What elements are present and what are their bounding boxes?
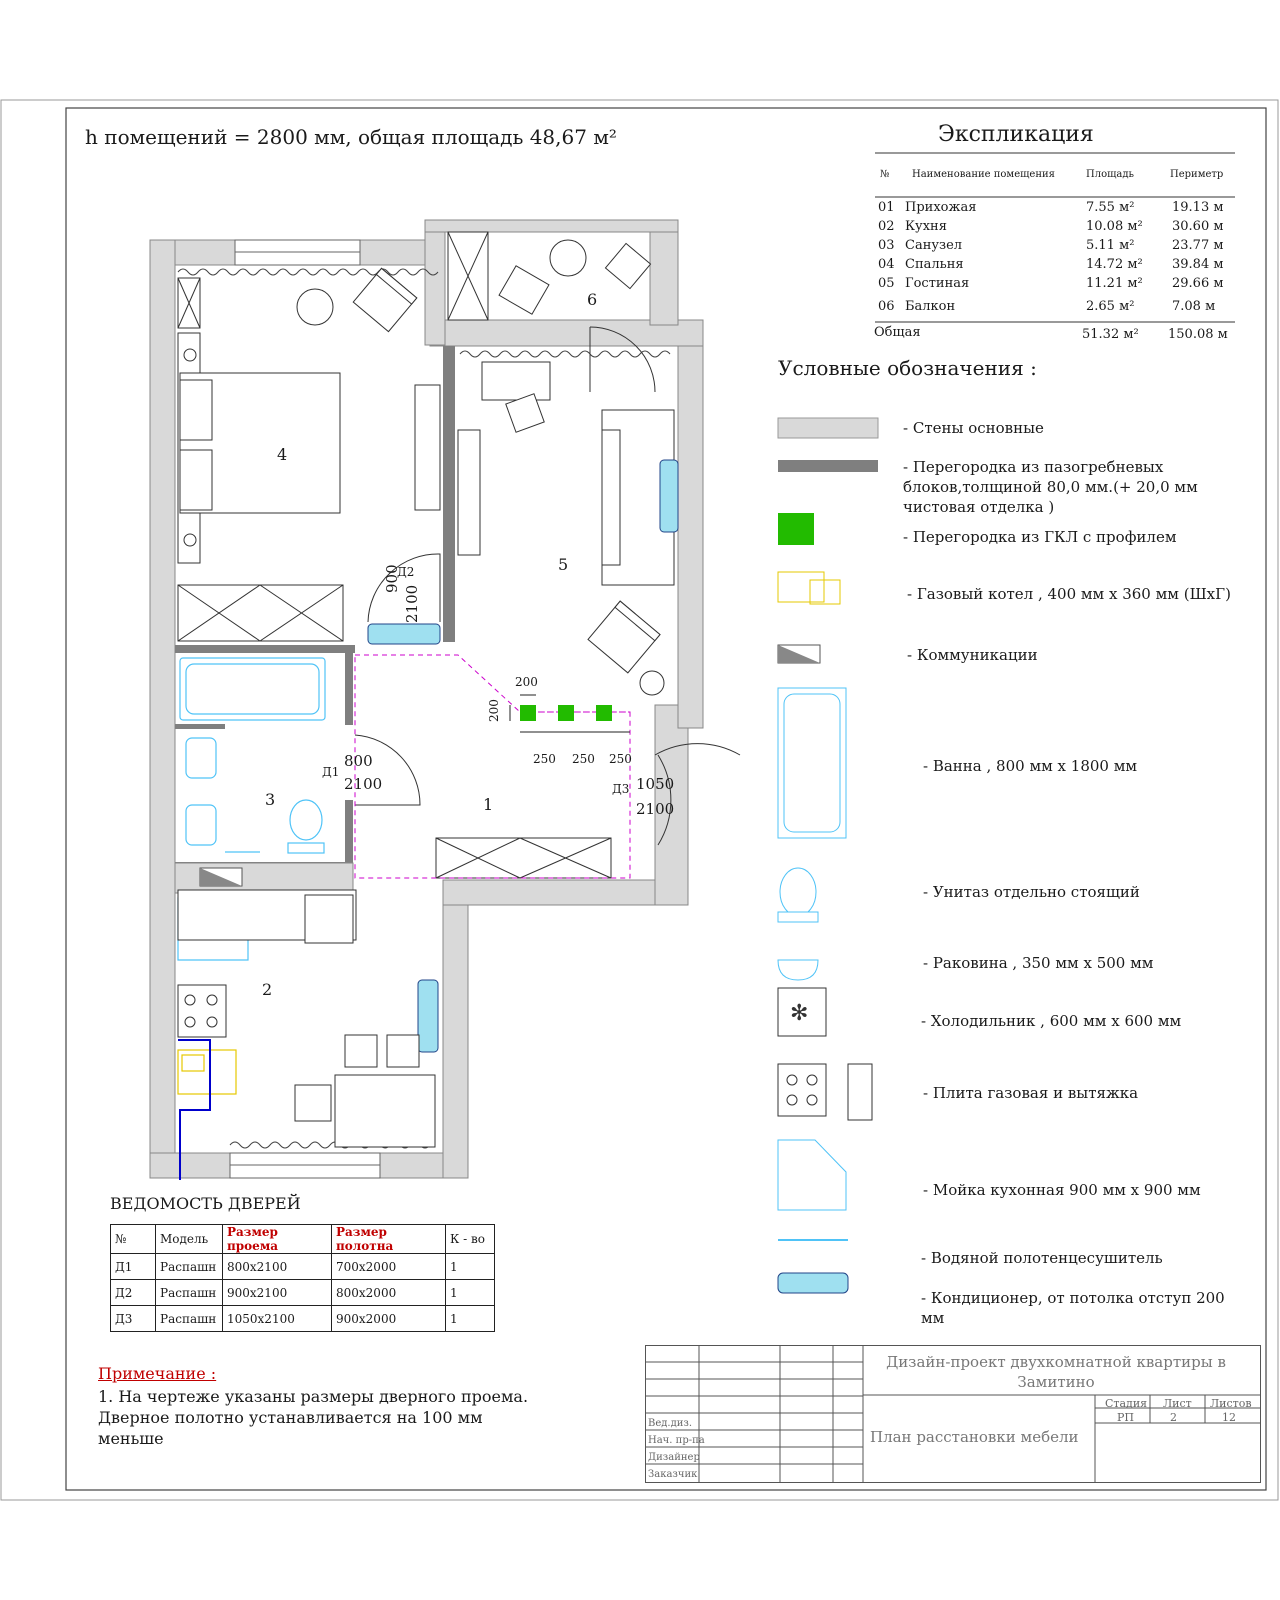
door-cell: 1 bbox=[446, 1306, 495, 1332]
explication-area-5: 11.21 м² bbox=[1086, 276, 1143, 291]
explication-header-name: Наименование помещения bbox=[912, 169, 1055, 180]
page-title: h помещений = 2800 мм, общая площадь 48,67 м² bbox=[85, 125, 617, 149]
explication-total-perimeter: 150.08 м bbox=[1168, 327, 1228, 342]
legend-item-6: - Ванна , 800 мм х 1800 мм bbox=[923, 757, 1138, 775]
door-cell: Распашн bbox=[156, 1280, 223, 1306]
stamp-row-label: Нач. пр-па bbox=[648, 1435, 705, 1446]
table-row bbox=[111, 1280, 495, 1306]
stamp-project: Дизайн-проект двухкомнатной квартиры в Замитино bbox=[886, 1353, 1226, 1391]
room-number-6: 6 bbox=[587, 290, 598, 309]
explication-perimeter-2: 30.60 м bbox=[1172, 219, 1224, 234]
door-schedule-header-leaf: Размер полотна bbox=[332, 1225, 446, 1254]
stamp-row-label: Дизайнер bbox=[648, 1452, 700, 1463]
legend-item-5: - Коммуникации bbox=[907, 646, 1038, 664]
explication-name-2: Кухня bbox=[905, 219, 947, 234]
door-d2-width: 900 bbox=[383, 564, 401, 593]
floor-plan bbox=[150, 220, 740, 1180]
door-cell: 900х2000 bbox=[332, 1306, 446, 1332]
door-schedule-header-row bbox=[111, 1225, 495, 1254]
explication-name-6: Балкон bbox=[905, 299, 956, 314]
door-cell: 1 bbox=[446, 1254, 495, 1280]
explication-perimeter-4: 39.84 м bbox=[1172, 257, 1224, 272]
room-number-2: 2 bbox=[262, 980, 273, 999]
explication-name-5: Гостиная bbox=[905, 276, 970, 291]
explication-name-4: Спальня bbox=[905, 257, 964, 272]
legend-item-9: - Холодильник , 600 мм х 600 мм bbox=[921, 1012, 1182, 1030]
dim-label-200-h: 200 bbox=[515, 675, 538, 689]
door-d3-id: Д3 bbox=[612, 782, 630, 796]
explication-perimeter-1: 19.13 м bbox=[1172, 200, 1224, 215]
stamp-sheet: 2 bbox=[1170, 1411, 1177, 1424]
explication-perimeter-5: 29.66 м bbox=[1172, 276, 1224, 291]
door-d1-width: 800 bbox=[344, 752, 373, 770]
legend-item-7: - Унитаз отдельно стоящий bbox=[923, 883, 1140, 901]
door-cell: Распашн bbox=[156, 1306, 223, 1332]
door-schedule-table bbox=[110, 1224, 495, 1332]
legend-item-2: - Перегородка из пазогребневых блоков,толщиной 80,0 мм.(+ 20,0 мм чистовая отделка ) bbox=[903, 458, 1198, 516]
door-schedule-header-num: № bbox=[111, 1225, 156, 1254]
note-title: Примечание : bbox=[98, 1364, 217, 1383]
door-cell: 1050х2100 bbox=[223, 1306, 332, 1332]
explication-area-3: 5.11 м² bbox=[1086, 238, 1135, 253]
door-schedule-header-model: Модель bbox=[156, 1225, 223, 1254]
stamp-sheet-label: Лист bbox=[1163, 1397, 1192, 1410]
explication-perimeter-3: 23.77 м bbox=[1172, 238, 1224, 253]
explication-perimeter-6: 7.08 м bbox=[1172, 299, 1216, 314]
explication-num-1: 01 bbox=[878, 200, 895, 215]
explication-name-1: Прихожая bbox=[905, 200, 977, 215]
explication-num-5: 05 bbox=[878, 276, 895, 291]
explication-area-2: 10.08 м² bbox=[1086, 219, 1143, 234]
stamp-row-label: Вед.диз. bbox=[648, 1418, 693, 1429]
table-row bbox=[111, 1254, 495, 1280]
dim-label-250-b: 250 bbox=[572, 752, 595, 766]
door-cell: 900х2100 bbox=[223, 1280, 332, 1306]
stamp-stage: РП bbox=[1117, 1411, 1134, 1424]
legend-item-11: - Мойка кухонная 900 мм х 900 мм bbox=[923, 1181, 1201, 1199]
door-cell: 1 bbox=[446, 1280, 495, 1306]
door-cell: 800х2000 bbox=[332, 1280, 446, 1306]
explication-area-6: 2.65 м² bbox=[1086, 299, 1135, 314]
door-d3-height: 2100 bbox=[636, 800, 675, 818]
stamp-stage-label: Стадия bbox=[1105, 1397, 1148, 1410]
door-cell: Д3 bbox=[111, 1306, 156, 1332]
explication-num-2: 02 bbox=[878, 219, 895, 234]
explication-area-1: 7.55 м² bbox=[1086, 200, 1135, 215]
door-schedule-header-qty: К - во bbox=[446, 1225, 495, 1254]
door-d1-id: Д1 bbox=[322, 765, 340, 779]
explication-header-perimeter: Периметр bbox=[1170, 169, 1224, 180]
explication-title: Экспликация bbox=[938, 122, 1094, 147]
door-d3-width: 1050 bbox=[636, 775, 675, 793]
explication-num-4: 04 bbox=[878, 257, 895, 272]
explication-total-label: Общая bbox=[874, 325, 921, 340]
room-number-1: 1 bbox=[483, 795, 494, 814]
explication-area-4: 14.72 м² bbox=[1086, 257, 1143, 272]
dim-label-250-a: 250 bbox=[533, 752, 556, 766]
door-cell: 700х2000 bbox=[332, 1254, 446, 1280]
explication-header-area: Площадь bbox=[1086, 169, 1134, 180]
dim-label-250-c: 250 bbox=[609, 752, 632, 766]
stamp-row-label: Заказчик bbox=[648, 1469, 698, 1480]
legend-item-3: - Перегородка из ГКЛ с профилем bbox=[903, 528, 1177, 546]
explication-num-3: 03 bbox=[878, 238, 895, 253]
stamp-sheets: 12 bbox=[1222, 1411, 1236, 1424]
explication-header-num: № bbox=[880, 169, 890, 180]
legend-title: Условные обозначения : bbox=[778, 356, 1037, 380]
legend-item-12: - Водяной полотенцесушитель bbox=[921, 1249, 1163, 1267]
explication-num-6: 06 bbox=[878, 299, 895, 314]
legend-item-1: - Стены основные bbox=[903, 419, 1044, 437]
door-cell: Д1 bbox=[111, 1254, 156, 1280]
door-schedule-header-opening: Размер проема bbox=[223, 1225, 332, 1254]
table-row bbox=[111, 1306, 495, 1332]
door-cell: Распашн bbox=[156, 1254, 223, 1280]
stamp-sheets-label: Листов bbox=[1210, 1397, 1252, 1410]
svg-text:✻: ✻ bbox=[790, 1001, 809, 1026]
explication-name-3: Санузел bbox=[905, 238, 963, 253]
door-d2-height: 2100 bbox=[403, 584, 421, 623]
legend-item-13: - Кондиционер, от потолка отступ 200 мм bbox=[921, 1289, 1225, 1327]
dim-label-200-v: 200 bbox=[487, 699, 501, 722]
legend-item-10: - Плита газовая и вытяжка bbox=[923, 1084, 1139, 1102]
stamp-sheet-title: План расстановки мебели bbox=[870, 1428, 1079, 1446]
legend-item-8: - Раковина , 350 мм х 500 мм bbox=[923, 954, 1154, 972]
legend-item-4: - Газовый котел , 400 мм х 360 мм (ШхГ) bbox=[907, 585, 1231, 603]
door-cell: 800х2100 bbox=[223, 1254, 332, 1280]
door-d1-height: 2100 bbox=[344, 775, 383, 793]
door-cell: Д2 bbox=[111, 1280, 156, 1306]
room-number-4: 4 bbox=[277, 445, 288, 464]
explication-total-area: 51.32 м² bbox=[1082, 327, 1139, 342]
door-d2-id: Д2 bbox=[397, 565, 415, 579]
room-number-3: 3 bbox=[265, 790, 276, 809]
room-number-5: 5 bbox=[558, 555, 569, 574]
legend-symbols bbox=[770, 400, 890, 1350]
note-text: 1. На чертеже указаны размеры дверного проема. Дверное полотно устанавливается на 100 мм меньше bbox=[98, 1387, 529, 1448]
door-schedule-title: ВЕДОМОСТЬ ДВЕРЕЙ bbox=[110, 1194, 301, 1213]
